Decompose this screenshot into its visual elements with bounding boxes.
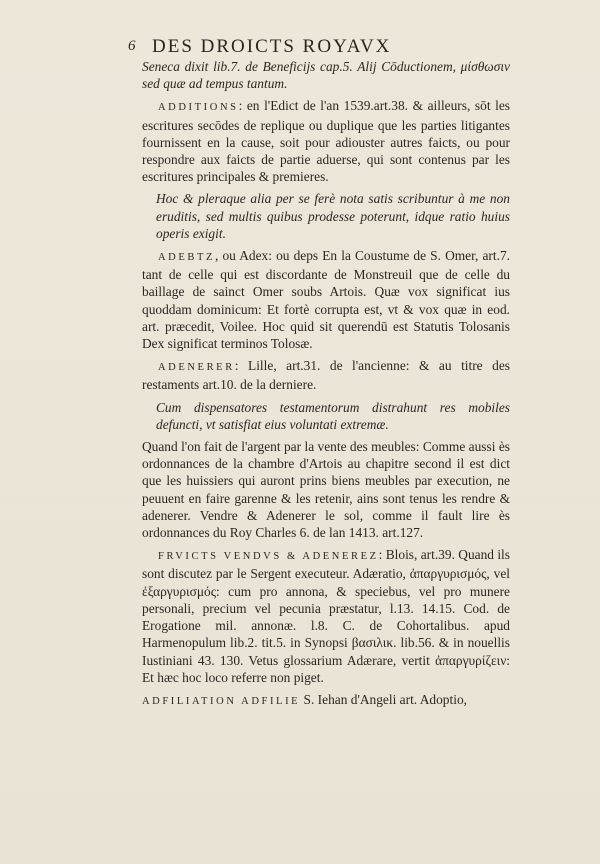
body-text <box>142 58 510 715</box>
entry-additions: ADDITIONS: en l'Edict de l'an 1539.art.38. & ailleurs, sōt les escritures secōdes de replique ou duplique que les parties litigantes fournissent en la cause, soit pour adiouster autres faicts, ou pour respondre aux faicts de partie aduerse, qui sont contenus par les escritures principales & premieres. <box>142 98 510 185</box>
entry-fruicts: FRVICTS VENDVS & ADENEREZ: Blois, art.39. Quand ils sont discutez par le Sergent executeur. Adæratio, ἀπαργυρισμός, vel ἐξαργυρισμός: cum pro annona, & speciebus, vel pro munere personali, precium vel pecunia præstatur, l.13. 14.15. Cod. de Erogatione mil. annonæ. l.8. C. de Cohortalibus. apud Harmenopulum lib.2. tit.5. in Synopsi βασιλικ. lib.56. & in nouellis Iustiniani 43. 130. Vetus glossarium Adærare, vertit ἀπαργυρίζειν: Et hæc hoc loco referre non piget. <box>142 547 510 685</box>
entry-adebtz: ADEBTZ, ou Adex: ou deps En la Coustume de S. Omer, art.7. tant de celle qui est discordante de Monstreuil que de celle du baillage de sainct Omer soubs Artois. Quæ vox significat ius quoddam dominicum: Et fortè corrupta est, vt & vox quæ in eod. art. præcedit, Voilee. Hoc quid sit querendū est Statutis Tolosanis Dex significat terminos Tolosæ. <box>142 248 510 352</box>
latin-note: Seneca dixit lib.7. de Beneficijs cap.5. Alij Cōductionem, μίσθωσιν sed quæ ad tempus tantum. <box>142 59 510 92</box>
entry-adenerer: ADENERER: Lille, art.31. de l'ancienne: & au titre des restaments art.10. de la derniere. <box>142 358 510 393</box>
latin-note: Hoc & pleraque alia per se ferè nota satis scribuntur à me non eruditis, sed multis quibus prodesse poterunt, idque ratio huius operis exigit. <box>156 191 510 241</box>
entry-adfiliation: ADFILIATION ADFILIE S. Iehan d'Angeli art. Adoptio, <box>142 691 467 707</box>
latin-note: Cum dispensatores testamentorum distrahunt res mobiles defuncti, vt satisfiat eius voluntati extremæ. <box>156 399 510 432</box>
running-head: DES DROICTS ROYAVX <box>152 36 392 57</box>
page-number: 6 <box>128 38 136 54</box>
paragraph: Quand l'on fait de l'argent par la vente des meubles: Comme aussi ès ordonnances de la chambre d'Artois au chapitre second il est dict que les huissiers qui auront prins biens meubles par execution, ne peuuent en faire garenne & les retenir, ains sont tenus les rendre & adenerer. Vendre & Adenerer le sol, comme il fault lire ès ordonnances du Roy Charles 6. de lan 1413. art.127. <box>142 439 510 541</box>
